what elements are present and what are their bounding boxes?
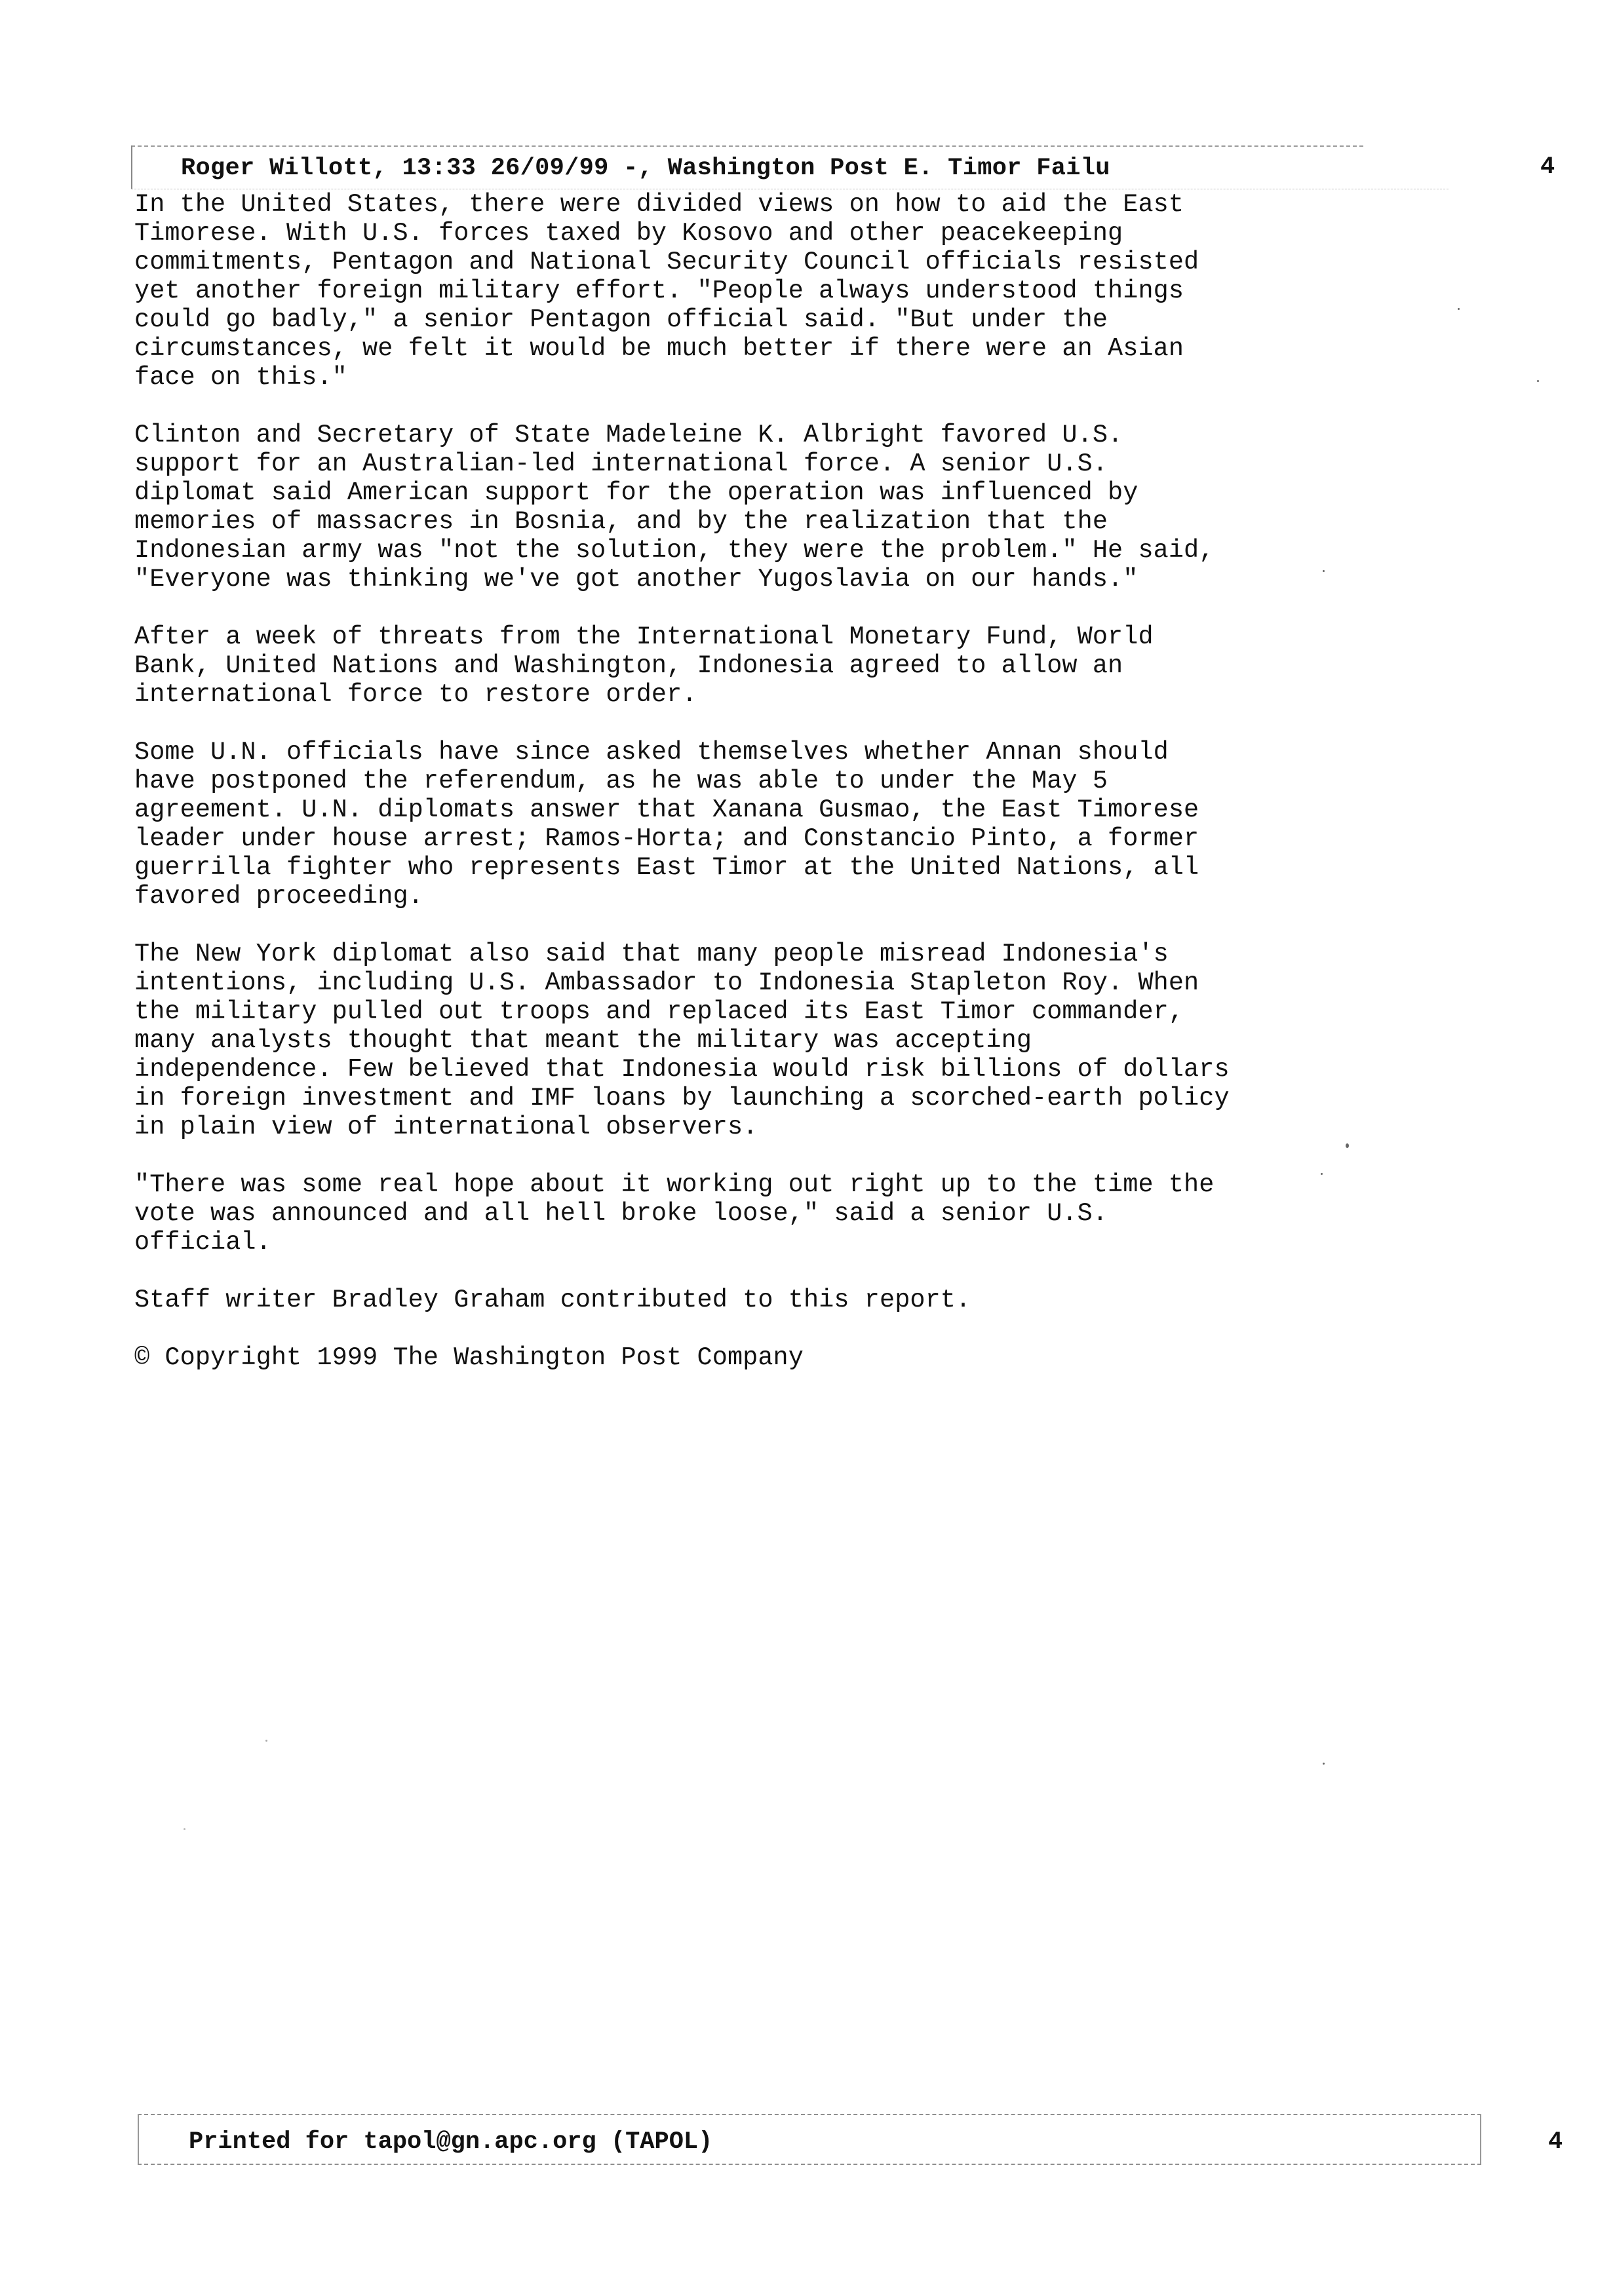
copyright-line: © Copyright 1999 The Washington Post Company [134, 1343, 804, 1372]
footer-frame-right [1480, 2114, 1481, 2164]
article-body [134, 190, 1393, 1401]
scan-speck [1323, 570, 1325, 572]
paragraph-3: After a week of threats from the International Monetary Fund, World Bank, United Nations and Washington, Indonesia agreed to allow an international force to restore order. [134, 622, 1154, 709]
header-page-number: 4 [1540, 153, 1555, 181]
footer-frame-left [138, 2114, 139, 2164]
paragraph-6: "There was some real hope about it working out right up to the time the vote was announced and all hell broke loose," said a senior U.S. official. [134, 1170, 1215, 1257]
printed-for-label: Printed for tapol@gn.apc.org (TAPOL) [189, 2128, 713, 2156]
scan-speck [184, 1828, 185, 1830]
scan-speck [1346, 1143, 1349, 1148]
scan-speck [265, 1740, 267, 1742]
footer-frame-bottom [138, 2164, 1481, 2165]
paragraph-5: The New York diplomat also said that many people misread Indonesia's intentions, including U.S. Ambassador to Indonesia Stapleton Roy. When the military pulled out troops and replaced its East Timor commander, many analysts thought that meant the military was accepting independence. Few believed that Indonesia would risk billions of dollars in foreign investment and IMF loans by launching a scorched-earth policy in plain view of international observers. [134, 940, 1230, 1141]
scan-speck [1537, 380, 1539, 382]
scan-speck [1458, 308, 1460, 310]
header-frame-left [131, 145, 132, 189]
header-frame-top [131, 145, 1363, 147]
scan-speck [1323, 1763, 1325, 1765]
credit-line: Staff writer Bradley Graham contributed to this report. [134, 1286, 971, 1314]
footer-frame-top [138, 2114, 1481, 2115]
header-title: Roger Willott, 13:33 26/09/99 -, Washington Post E. Timor Failu [181, 155, 1110, 182]
paragraph-2: Clinton and Secretary of State Madeleine K. Albright favored U.S. support for an Australian-led international force. A senior U.S. diplomat said American support for the operation was influenced by memories of massacres in Bosnia, and by the realization that the Indonesian army was "not the solution, they were the problem." He said, "Everyone was thinking we've got another Yugoslavia on our hands." [134, 421, 1215, 594]
page-footer [138, 2114, 1563, 2166]
paragraph-1: In the United States, there were divided views on how to aid the East Timorese. With U.S. forces taxed by Kosovo and other peacekeeping commitments, Pentagon and National Security Council officials resisted yet another foreign military effort. "People always understood things could go badly," a senior Pentagon official said. "But under the circumstances, we felt it would be much better if there were an Asian face on this." [134, 190, 1199, 392]
paragraph-4: Some U.N. officials have since asked themselves whether Annan should have postponed the referendum, as he was able to under the May 5 agreement. U.N. diplomats answer that Xanana Gusmao, the East Timorese leader under house arrest; Ramos-Horta; and Constancio Pinto, a former guerrilla fighter who represents East Timor at the United Nations, all favored proceeding. [134, 738, 1199, 911]
scan-speck [1321, 1173, 1323, 1175]
page-header [131, 145, 1555, 191]
footer-page-number: 4 [1548, 2128, 1563, 2156]
